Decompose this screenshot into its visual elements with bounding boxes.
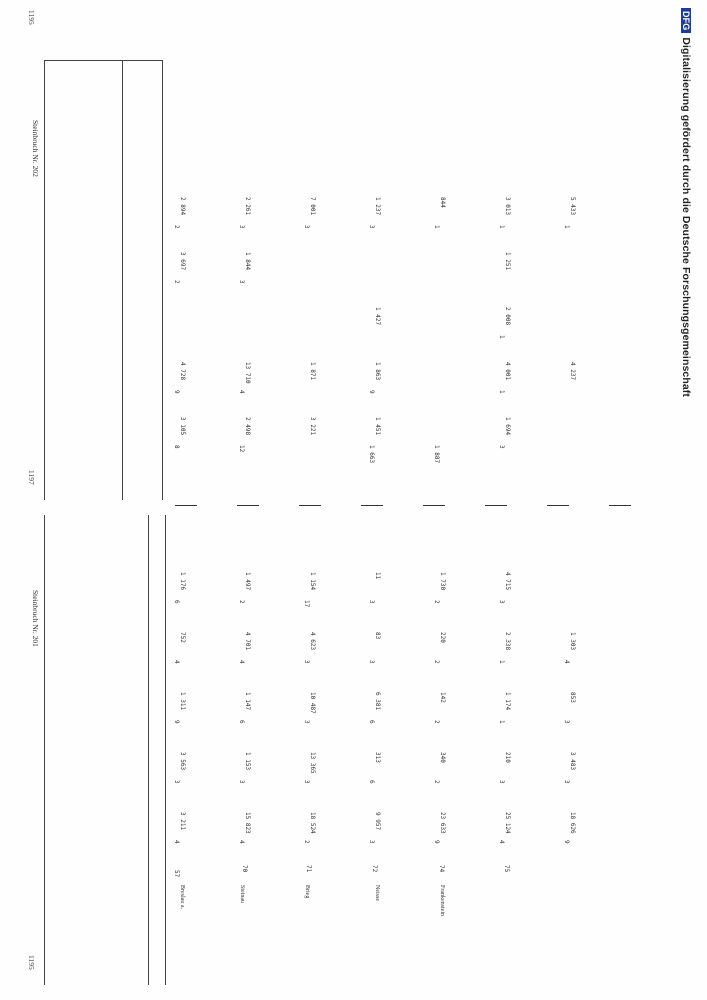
table-cell: 1 303 — [569, 632, 576, 651]
table-cell: 1 154 — [309, 572, 316, 591]
table-cell: 3 — [498, 600, 505, 604]
table-cell: 1 451 — [374, 417, 381, 436]
table-cell: 2 — [433, 780, 440, 784]
table-cell: 1 863 — [374, 362, 381, 381]
table-cell: 1 237 — [374, 197, 381, 216]
table-cell: 3 — [238, 780, 245, 784]
table-cell: 2 — [303, 840, 310, 844]
table-cell: 1 311 — [179, 692, 186, 711]
table-cell: 4 — [498, 840, 505, 844]
table-cell: 13 710 — [244, 362, 251, 384]
table-cell: 1 427 — [374, 307, 381, 326]
table-cell: 9 — [173, 720, 180, 724]
table-cell: 3 — [303, 225, 310, 229]
table-cell: 313 — [374, 752, 381, 763]
header-right-table: Steinbruch Nr. 202 — [31, 120, 40, 177]
rule — [44, 515, 45, 985]
table-cell: 9 — [433, 840, 440, 844]
table-cell: 17 — [303, 600, 310, 608]
table-cell: 1 — [433, 225, 440, 229]
table-cell: 15 823 — [244, 812, 251, 834]
table-cell: 6 — [173, 600, 180, 604]
table-cell: 10 487 — [309, 692, 316, 714]
table-cell: 13 365 — [309, 752, 316, 774]
table-cell: 3 105 — [179, 417, 186, 436]
table-cell: 3 — [498, 780, 505, 784]
row-label: Frankenstein — [439, 885, 445, 916]
table-cell: 3 — [303, 660, 310, 664]
table-cell: 340 — [439, 752, 446, 763]
funding-caption — [680, 8, 692, 397]
table-cell: 3 — [368, 225, 375, 229]
district-number: 72 — [371, 865, 378, 873]
rule — [44, 60, 45, 500]
table-cell: 210 — [504, 752, 511, 763]
rule — [44, 60, 162, 61]
table-cell: 9 957 — [374, 812, 381, 831]
table-cell: 18 524 — [309, 812, 316, 834]
table-cell: 1 147 — [244, 692, 251, 711]
table-cell: 25 124 — [504, 812, 511, 834]
table-cell: 142 — [439, 692, 446, 703]
table-cell: 1 — [563, 225, 570, 229]
table-cell: 5 433 — [569, 197, 576, 216]
rule — [165, 515, 166, 985]
table-cell: 6 — [238, 720, 245, 724]
table-cell: 4 — [563, 660, 570, 664]
table-cell: 7 001 — [309, 197, 316, 216]
page-number-mid: 1197 — [27, 470, 36, 485]
district-number: 70 — [241, 865, 248, 873]
row-label: Neisse — [374, 885, 380, 901]
table-cell: 4 728 — [179, 362, 186, 381]
table-cell: 853 — [569, 692, 576, 703]
scan-mark — [299, 505, 321, 506]
table-cell: 1 174 — [504, 692, 511, 711]
scan-mark — [423, 505, 445, 506]
table-cell: 1 730 — [439, 572, 446, 591]
header-left-table: Steinbruch Nr. 201 — [31, 590, 40, 647]
table-cell: 3 — [303, 720, 310, 724]
table-cell: 3 — [368, 660, 375, 664]
table-cell: 2 — [433, 600, 440, 604]
table-cell: 2 — [173, 225, 180, 229]
table-cell: 6 381 — [374, 692, 381, 711]
district-number: 74 — [438, 865, 445, 873]
table-cell: 1 497 — [244, 572, 251, 591]
table-cell: 2 — [238, 600, 245, 604]
table-cell: 2 498 — [244, 417, 251, 436]
table-cell: 3 483 — [569, 752, 576, 771]
table-cell: 3 — [368, 840, 375, 844]
table-cell: 1 — [498, 660, 505, 664]
rule — [122, 60, 123, 500]
table-cell: 4 701 — [244, 632, 251, 651]
scan-mark — [175, 505, 197, 506]
table-cell: 3 — [498, 445, 505, 449]
table-cell: 3 211 — [179, 812, 186, 831]
scan-mark — [237, 505, 259, 506]
table-cell: 23 633 — [439, 812, 446, 834]
table-cell: 220 — [439, 632, 446, 643]
table-cell: 4 715 — [504, 572, 511, 591]
scan-mark — [485, 505, 507, 506]
table-cell: 1 — [498, 390, 505, 394]
table-cell: 3 221 — [309, 417, 316, 436]
table-cell: 3 — [563, 720, 570, 724]
table-cell: 2 894 — [179, 197, 186, 216]
table-cell: 11 — [374, 572, 381, 580]
table-cell: 3 — [303, 780, 310, 784]
table-cell: 12 — [238, 445, 245, 453]
scan-mark — [547, 505, 569, 506]
row-label: Breslau a. — [179, 885, 185, 909]
table-cell: 9 — [173, 390, 180, 394]
table-cell: 9 — [563, 840, 570, 844]
table-cell: 4 — [238, 390, 245, 394]
table-cell: 3 — [238, 225, 245, 229]
table-cell: 4 237 — [569, 362, 576, 381]
table-cell: 6 — [368, 780, 375, 784]
district-number: 57 — [173, 870, 180, 878]
scan-mark — [361, 505, 383, 506]
table-cell: 1 844 — [244, 252, 251, 271]
scan-mark — [609, 505, 631, 506]
table-cell: 3 — [238, 280, 245, 284]
rule — [162, 60, 163, 500]
table-cell: 18 626 — [569, 812, 576, 834]
table-cell: 8 — [173, 445, 180, 449]
table-cell: 1 887 — [433, 445, 440, 464]
table-cell: 1 694 — [504, 417, 511, 436]
table-cell: 1 153 — [244, 752, 251, 771]
table-cell: 1 — [498, 335, 505, 339]
table-cell: 3 — [368, 600, 375, 604]
table-cell: 2 338 — [504, 632, 511, 651]
page-number-left: 1195 — [27, 10, 36, 25]
table-cell: 3 013 — [504, 197, 511, 216]
table-cell: 3 — [173, 780, 180, 784]
table-cell: 1 — [498, 720, 505, 724]
page-number-bottom: 1195 — [27, 955, 36, 970]
table-cell: 1 663 — [368, 445, 375, 464]
funding-caption-text: Digitalisierung gefördert durch die Deutsche Forschungsgemeinschaft — [680, 37, 692, 397]
district-number: 71 — [305, 865, 312, 873]
table-cell: 2 — [433, 720, 440, 724]
table-cell: 4 — [238, 840, 245, 844]
table-cell: 2 — [173, 280, 180, 284]
table-cell: 1 — [498, 225, 505, 229]
table-cell: 1 251 — [504, 252, 511, 271]
table-cell: 9 — [368, 390, 375, 394]
table-cell: 3 — [563, 780, 570, 784]
dfg-logo-badge: DFG — [681, 8, 691, 33]
table-cell: 752 — [179, 632, 186, 643]
table-cell: 2 008 — [504, 307, 511, 326]
table-cell: 844 — [439, 197, 446, 208]
table-cell: 2 261 — [244, 197, 251, 216]
table-cell: 6 — [368, 720, 375, 724]
table-cell: 4 — [173, 660, 180, 664]
row-label: Brieg — [304, 885, 310, 899]
district-number: 75 — [503, 865, 510, 873]
table-cell: 4 623 — [309, 632, 316, 651]
table-cell: 1 871 — [309, 362, 316, 381]
table-cell: 1 176 — [179, 572, 186, 591]
table-cell: 4 — [238, 660, 245, 664]
table-cell: 83 — [374, 632, 381, 640]
table-cell: 3 697 — [179, 252, 186, 271]
table-cell: 2 — [433, 660, 440, 664]
rule — [148, 515, 149, 985]
row-label: Steinau — [239, 885, 245, 903]
table-cell: 4 — [173, 840, 180, 844]
table-cell: 3 563 — [179, 752, 186, 771]
table-cell: 4 001 — [504, 362, 511, 381]
